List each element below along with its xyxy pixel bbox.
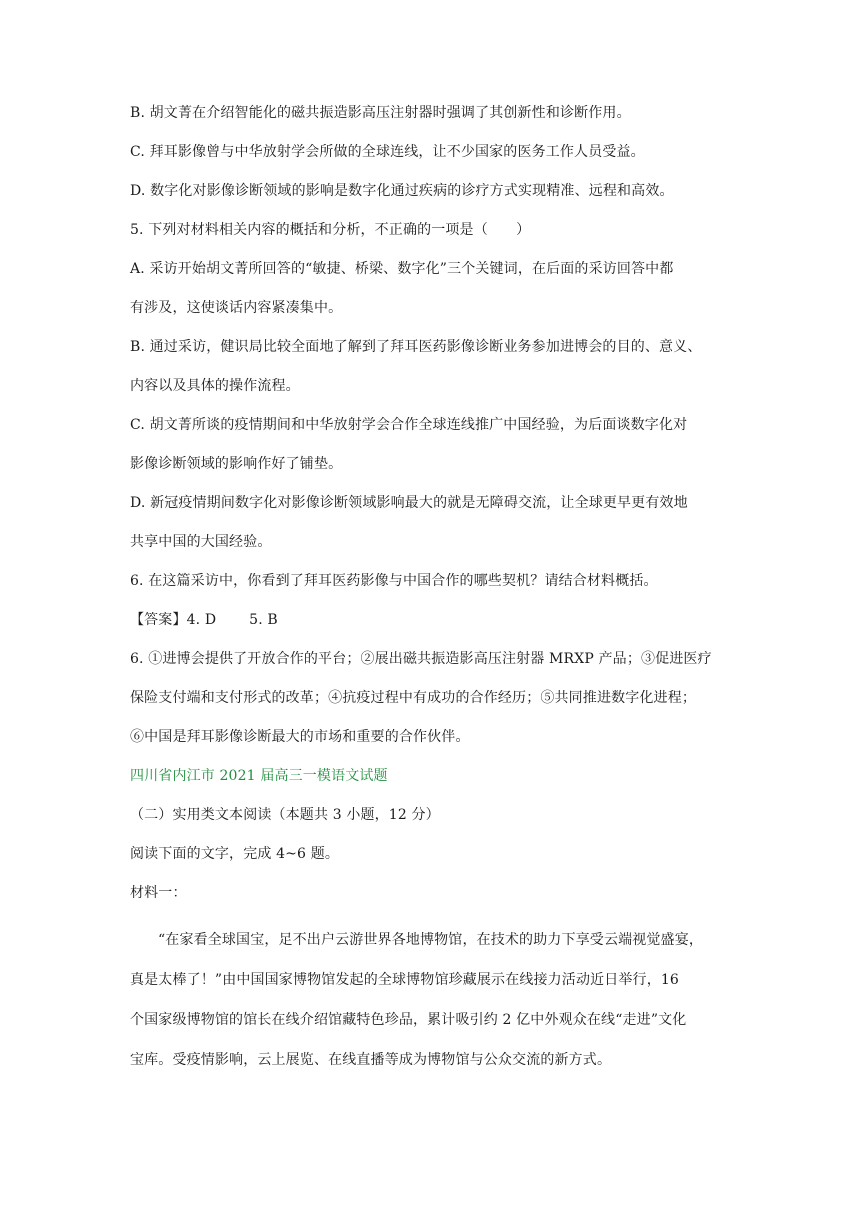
option-5a-line1: A. 采访开始胡文菁所回答的“敏捷、桥梁、数字化”三个关键词，在后面的采访回答中都: [130, 261, 674, 277]
question-6: 6. 在这篇采访中，你看到了拜耳医药影像与中国合作的哪些契机？请结合材料概括。: [130, 573, 658, 589]
reading-instruction: 阅读下面的文字，完成 4~6 题。: [130, 846, 339, 862]
option-5b-line1: B. 通过采访，健识局比较全面地了解到了拜耳医药影像诊断业务参加进博会的目的、意义、: [130, 339, 702, 355]
paragraph-line4: 宝库。受疫情影响，云上展览、在线直播等成为博物馆与公众交流的新方式。: [130, 1052, 612, 1068]
option-5d-line1: D. 新冠疫情期间数字化对影像诊断领域影响最大的就是无障碍交流，让全球更早更有效地: [130, 495, 688, 511]
option-5b-line2: 内容以及具体的操作流程。: [130, 378, 300, 394]
option-5a-line2: 有涉及，这使谈话内容紧凑集中。: [130, 300, 343, 316]
question-5: 5. 下列对材料相关内容的概括和分析，不正确的一项是（ ）: [130, 222, 531, 238]
option-4b: B. 胡文菁在介绍智能化的磁共振造影高压注射器时强调了其创新性和诊断作用。: [130, 105, 631, 121]
option-5c-line2: 影像诊断领域的影响作好了铺垫。: [130, 456, 343, 472]
option-4d: D. 数字化对影像诊断领域的影响是数字化通过疾病的诊疗方式实现精准、远程和高效。: [130, 183, 674, 199]
answer-6-line1: 6. ①进博会提供了开放合作的平台；②展出磁共振造影高压注射器 MRXP 产品；③促进医疗: [130, 651, 712, 667]
material-one-label: 材料一：: [130, 885, 187, 901]
answer-line: 【答案】4. D 5. B: [130, 612, 278, 628]
paragraph-line2: 真是太棒了！”由中国国家博物馆发起的全球博物馆珍藏展示在线接力活动近日举行，16: [130, 972, 679, 988]
source-heading: 四川省内江市 2021 届高三一模语文试题: [130, 768, 388, 784]
answer-6-line2: 保险支付端和支付形式的改革；④抗疫过程中有成功的合作经历；⑤共同推进数字化进程；: [130, 690, 696, 706]
paragraph-line1: “在家看全球国宝，足不出户云游世界各地博物馆，在技术的助力下享受云端视觉盛宴，: [158, 932, 704, 948]
option-4c: C. 拜耳影像曾与中华放射学会所做的全球连线，让不少国家的医务工作人员受益。: [130, 144, 645, 160]
section-heading: （二）实用类文本阅读（本题共 3 小题，12 分）: [130, 807, 440, 823]
paragraph-line3: 个国家级博物馆的馆长在线介绍馆藏特色珍品，累计吸引约 2 亿中外观众在线“走进”文化: [130, 1012, 687, 1028]
option-5d-line2: 共享中国的大国经验。: [130, 534, 272, 550]
option-5c-line1: C. 胡文菁所谈的疫情期间和中华放射学会合作全球连线推广中国经验，为后面谈数字化对: [130, 417, 688, 433]
answer-6-line3: ⑥中国是拜耳影像诊断最大的市场和重要的合作伙伴。: [130, 729, 470, 745]
